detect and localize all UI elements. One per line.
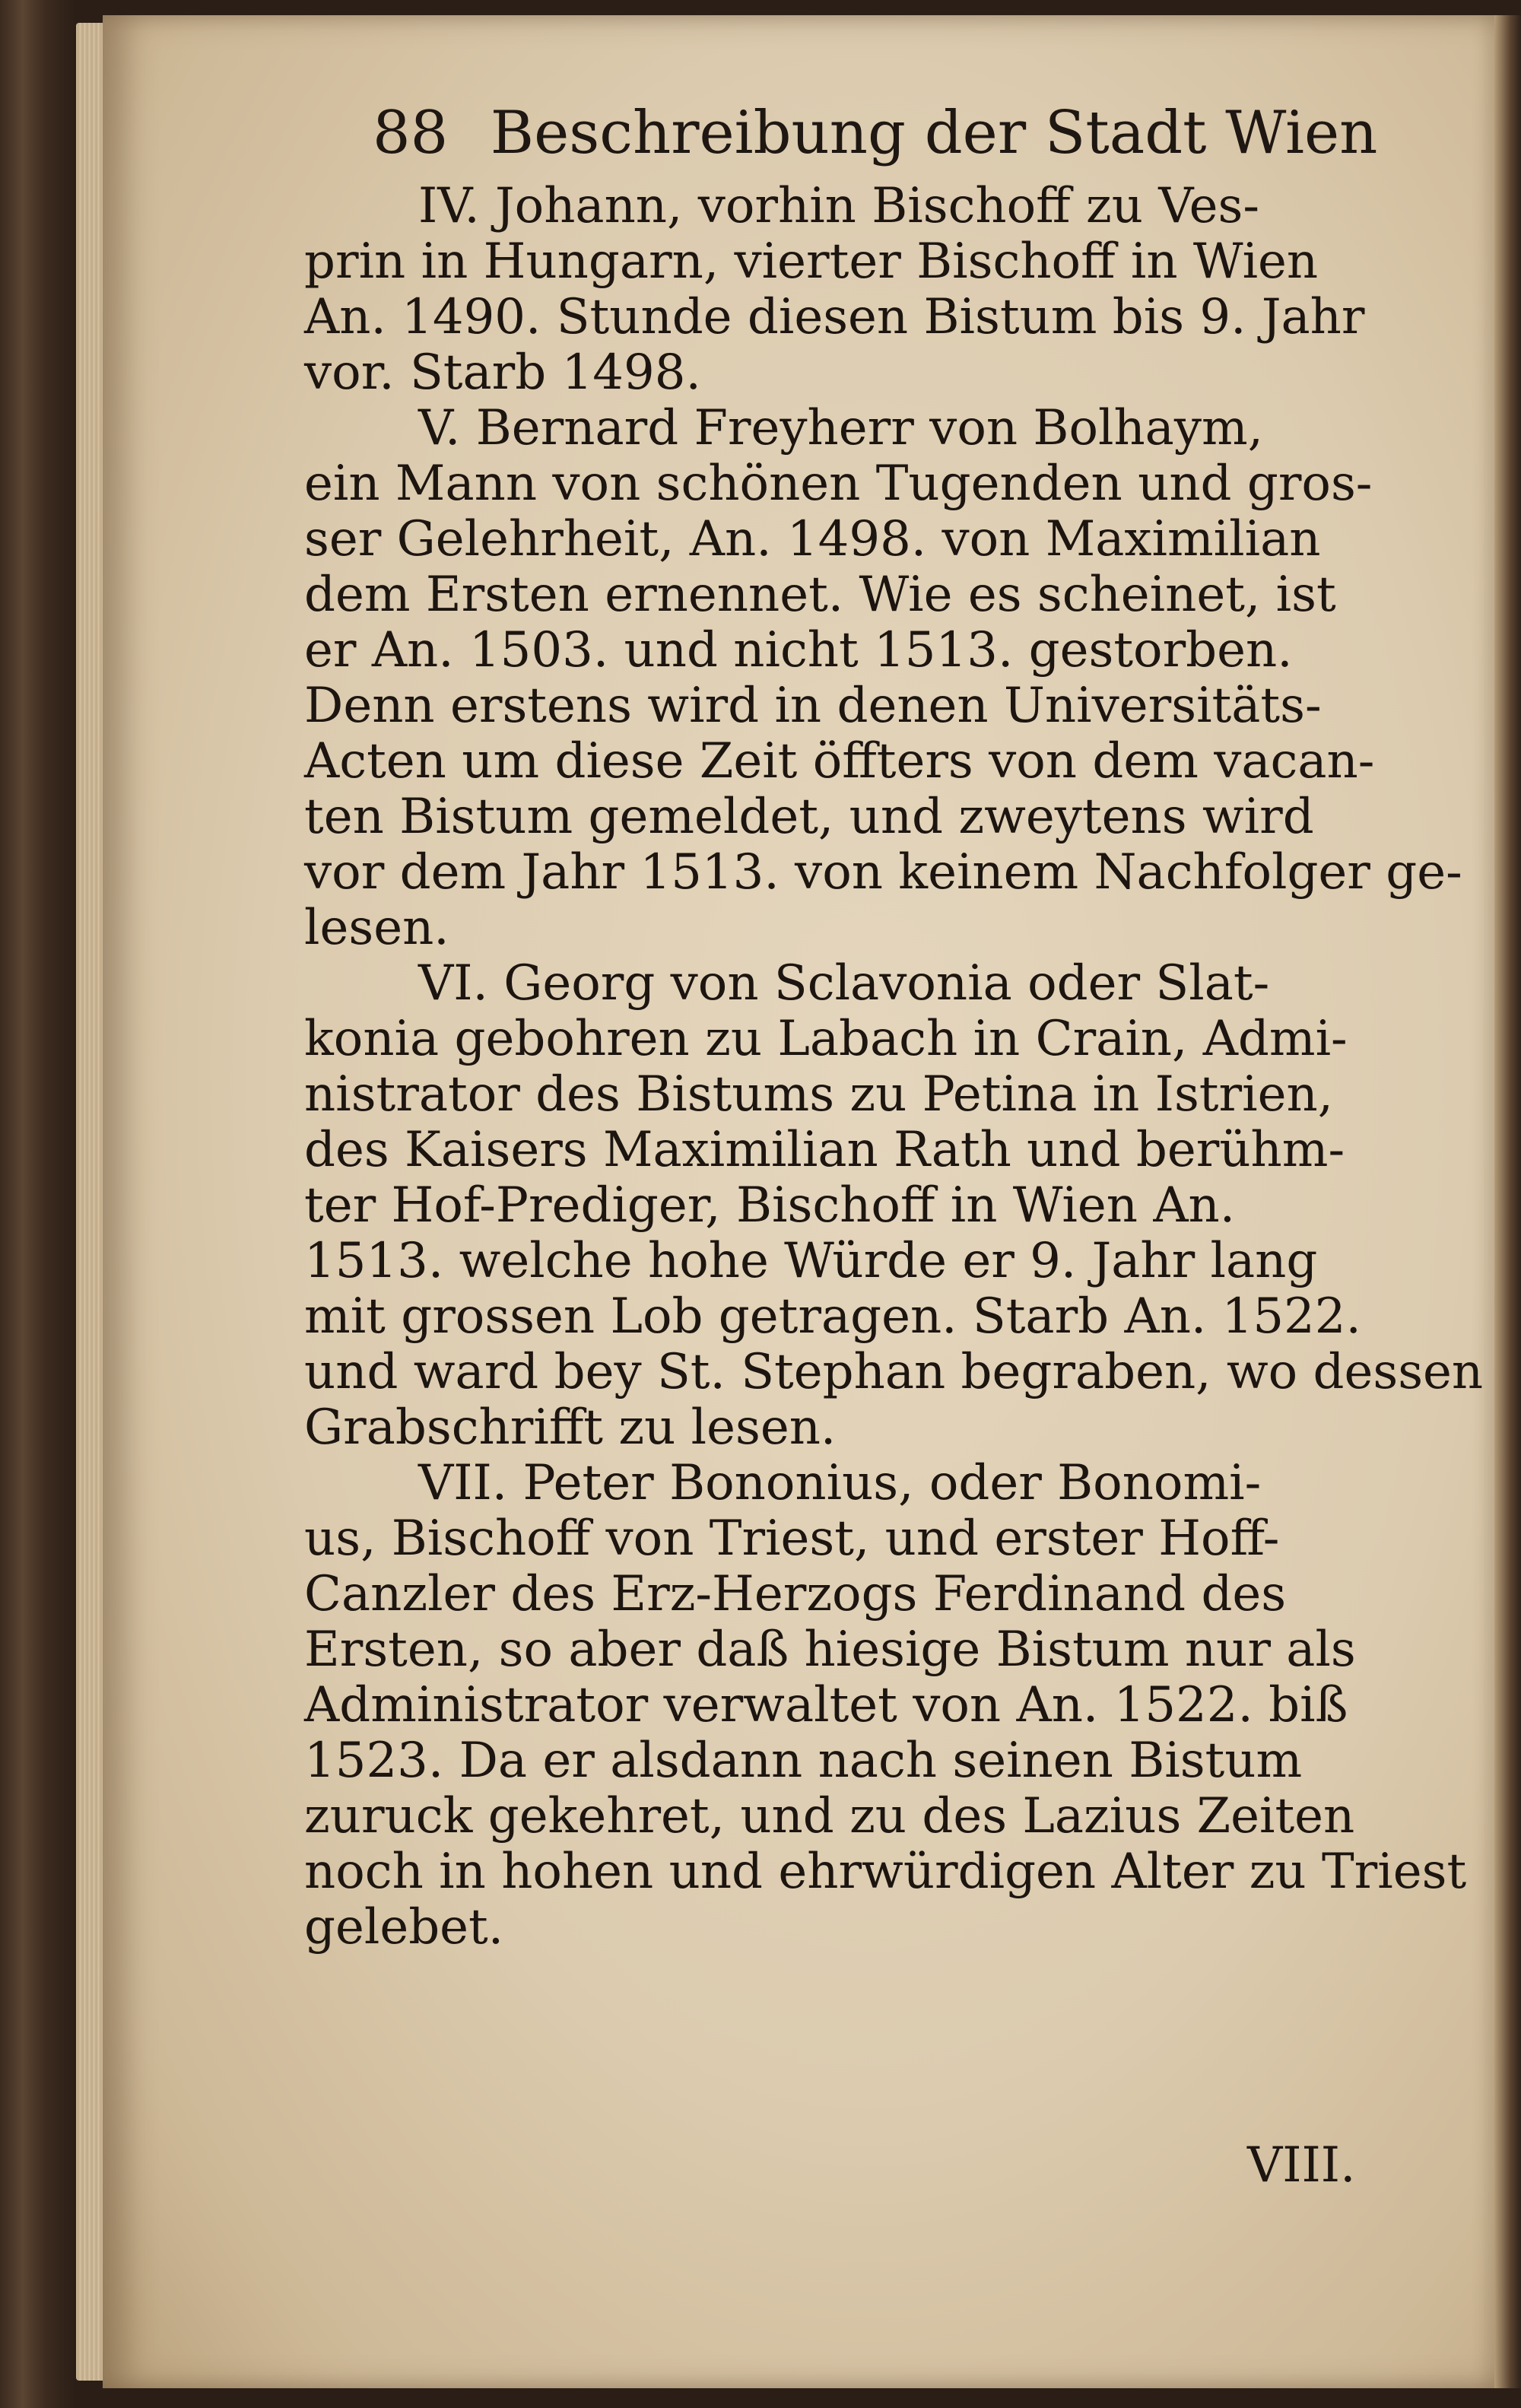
book-cover-edge <box>1494 15 1521 2388</box>
text-line: us, Bischoff von Triest, und erster Hoff- <box>304 1511 1280 1567</box>
text-line: IV. Johann, vorhin Bischoff zu Ves- <box>418 178 1259 234</box>
text-line: nistrator des Bistums zu Petina in Istrien, <box>304 1066 1333 1123</box>
text-line: noch in hohen und ehrwürdigen Alter zu Triest <box>304 1844 1467 1900</box>
text-line: 1513. welche hohe Würde er 9. Jahr lang <box>304 1233 1318 1289</box>
catchword: VIII. <box>1247 2137 1356 2194</box>
text-line: und ward bey St. Stephan begraben, wo dessen <box>304 1344 1484 1400</box>
text-line: lesen. <box>304 900 449 956</box>
text-line: ein Mann von schönen Tugenden und gros- <box>304 456 1373 512</box>
text-line: Acten um diese Zeit öffters von dem vacan- <box>304 733 1375 789</box>
text-line: des Kaisers Maximilian Rath und berühm- <box>304 1122 1345 1178</box>
text-line: mit grossen Lob getragen. Starb An. 1522. <box>304 1288 1361 1345</box>
body-text <box>304 178 1484 1955</box>
text-line: Grabschrifft zu lesen. <box>304 1399 837 1456</box>
running-header <box>373 91 1378 175</box>
text-line: ten Bistum gemeldet, und zweytens wird <box>304 789 1314 845</box>
text-line: VII. Peter Bononius, oder Bonomi- <box>418 1455 1262 1511</box>
text-line: 1523. Da er alsdann nach seinen Bistum <box>304 1733 1303 1789</box>
text-line: er An. 1503. und nicht 1513. gestorben. <box>304 622 1293 678</box>
text-line: gelebet. <box>304 1899 504 1955</box>
text-line: dem Ersten ernennet. Wie es scheinet, ist <box>304 567 1336 623</box>
text-line: prin in Hungarn, vierter Bischoff in Wien <box>304 233 1319 290</box>
text-line: ter Hof-Prediger, Bischoff in Wien An. <box>304 1177 1236 1234</box>
text-line: Ersten, so aber daß hiesige Bistum nur als <box>304 1622 1356 1678</box>
text-line: vor dem Jahr 1513. von keinem Nachfolger ge- <box>304 844 1462 901</box>
page-edges <box>76 23 106 2381</box>
text-line: Administrator verwaltet von An. 1522. biß <box>304 1677 1348 1733</box>
text-line: VI. Georg von Sclavonia oder Slat- <box>418 955 1270 1012</box>
running-title: Beschreibung der Stadt Wien <box>490 99 1378 167</box>
text-line: konia gebohren zu Labach in Crain, Admi- <box>304 1011 1348 1067</box>
text-line: Canzler des Erz-Herzogs Ferdinand des <box>304 1566 1287 1622</box>
text-line: Denn erstens wird in denen Universitäts- <box>304 678 1322 734</box>
text-line: V. Bernard Freyherr von Bolhaym, <box>418 400 1263 456</box>
text-line: zuruck gekehret, und zu des Lazius Zeiten <box>304 1788 1355 1844</box>
text-line: ser Gelehrheit, An. 1498. von Maximilian <box>304 511 1321 567</box>
text-line: An. 1490. Stunde diesen Bistum bis 9. Jahr <box>304 289 1365 345</box>
page-number: 88 <box>373 99 449 167</box>
text-line: vor. Starb 1498. <box>304 345 701 401</box>
